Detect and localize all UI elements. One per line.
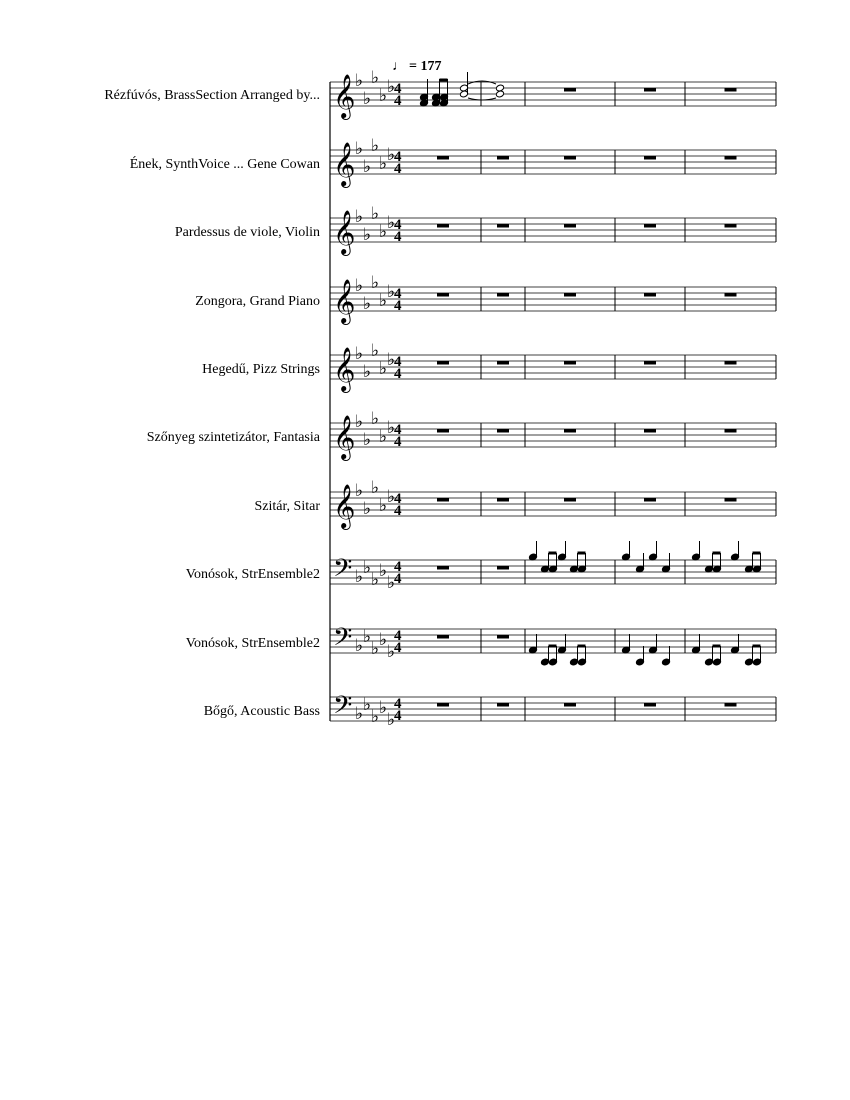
flat-icon: ♭ [379, 496, 388, 516]
flat-icon: ♭ [387, 642, 396, 662]
flat-icon: ♭ [387, 487, 396, 507]
time-sig-denominator: 4 [394, 640, 402, 656]
whole-rest-icon [437, 293, 449, 297]
whole-rest-icon [437, 703, 449, 707]
time-sig-numerator: 4 [394, 491, 402, 507]
staff-label-violin: Pardessus de viole, Violin [174, 225, 320, 240]
time-sig-denominator: 4 [394, 503, 402, 519]
flat-icon: ♭ [387, 213, 396, 233]
flat-icon: ♭ [371, 639, 380, 659]
whole-rest-icon [644, 224, 656, 228]
flat-icon: ♭ [363, 558, 372, 578]
flat-icon: ♭ [355, 636, 364, 656]
flat-icon: ♭ [371, 341, 380, 361]
whole-rest-icon [497, 293, 509, 297]
flat-icon: ♭ [355, 481, 364, 501]
staff-label-fantasia: Szőnyeg szintetizátor, Fantasia [146, 430, 320, 445]
time-sig-numerator: 4 [394, 217, 402, 233]
staff-7 [330, 478, 776, 530]
flat-icon: ♭ [379, 427, 388, 447]
staff-2 [330, 136, 776, 188]
treble-clef-icon: 𝄞 [333, 484, 356, 528]
whole-rest-icon [564, 361, 576, 365]
staff-9 [330, 623, 776, 662]
whole-rest-icon [564, 224, 576, 228]
flat-icon: ♭ [379, 154, 388, 174]
whole-rest-icon [437, 361, 449, 365]
note-head [495, 90, 504, 98]
flat-icon: ♭ [363, 89, 372, 109]
whole-rest-icon [644, 703, 656, 707]
flat-icon: ♭ [363, 499, 372, 519]
whole-rest-icon [497, 635, 509, 639]
whole-rest-icon [497, 224, 509, 228]
time-sig-denominator: 4 [394, 571, 402, 587]
flat-icon: ♭ [379, 698, 388, 718]
time-sig-numerator: 4 [394, 149, 402, 165]
whole-rest-icon [564, 498, 576, 502]
time-sig-numerator: 4 [394, 286, 402, 302]
treble-clef-icon: 𝄞 [333, 210, 356, 254]
flat-icon: ♭ [363, 695, 372, 715]
staff-label-strensemble-2: Vonósok, StrEnsemble2 [185, 636, 320, 651]
flat-icon: ♭ [387, 350, 396, 370]
flat-icon: ♭ [355, 412, 364, 432]
staff-8 [330, 554, 776, 593]
flat-icon: ♭ [363, 430, 372, 450]
whole-rest-icon [497, 156, 509, 160]
flat-icon: ♭ [371, 478, 380, 498]
time-sig-denominator: 4 [394, 229, 402, 245]
staff-label-sitar: Szitár, Sitar [254, 499, 320, 514]
staff-label-acoustic-bass: Bőgő, Acoustic Bass [203, 704, 320, 719]
flat-icon: ♭ [387, 77, 396, 97]
flat-icon: ♭ [379, 359, 388, 379]
flat-icon: ♭ [387, 418, 396, 438]
staff-label-synthvoice: Ének, SynthVoice ... Gene Cowan [129, 157, 320, 172]
whole-rest-icon [497, 703, 509, 707]
time-sig-numerator: 4 [394, 422, 402, 438]
flat-icon: ♭ [355, 344, 364, 364]
time-sig-numerator: 4 [394, 559, 402, 575]
whole-rest-icon [497, 429, 509, 433]
quarter-note-icon: ♩ [392, 59, 406, 74]
whole-rest-icon [564, 88, 576, 92]
flat-icon: ♭ [371, 409, 380, 429]
treble-clef-icon: 𝄞 [333, 279, 356, 323]
flat-icon: ♭ [387, 282, 396, 302]
staff-5 [330, 341, 776, 393]
treble-clef-icon: 𝄞 [333, 347, 356, 391]
flat-icon: ♭ [371, 136, 380, 156]
whole-rest-icon [725, 224, 737, 228]
flat-icon: ♭ [371, 204, 380, 224]
time-sig-denominator: 4 [394, 366, 402, 382]
whole-rest-icon [644, 498, 656, 502]
whole-rest-icon [497, 361, 509, 365]
staff-6 [330, 409, 776, 461]
time-sig-denominator: 4 [394, 161, 402, 177]
whole-rest-icon [437, 429, 449, 433]
flat-icon: ♭ [363, 225, 372, 245]
whole-rest-icon [644, 361, 656, 365]
whole-rest-icon [564, 703, 576, 707]
tempo-marking: ♩ = 177 [392, 59, 442, 74]
treble-clef-icon: 𝄞 [333, 74, 356, 118]
flat-icon: ♭ [371, 707, 380, 727]
whole-rest-icon [564, 156, 576, 160]
whole-rest-icon [725, 88, 737, 92]
time-sig-numerator: 4 [394, 628, 402, 644]
whole-rest-icon [497, 498, 509, 502]
flat-icon: ♭ [379, 561, 388, 581]
flat-icon: ♭ [363, 157, 372, 177]
staff-10 [330, 691, 776, 730]
flat-icon: ♭ [379, 222, 388, 242]
staff-3 [330, 204, 776, 256]
whole-rest-icon [644, 88, 656, 92]
flat-icon: ♭ [379, 291, 388, 311]
time-sig-numerator: 4 [394, 696, 402, 712]
flat-icon: ♭ [387, 145, 396, 165]
whole-rest-icon [725, 429, 737, 433]
whole-rest-icon [644, 429, 656, 433]
flat-icon: ♭ [363, 294, 372, 314]
time-sig-numerator: 4 [394, 81, 402, 97]
flat-icon: ♭ [371, 570, 380, 590]
staff-4 [330, 273, 776, 325]
whole-rest-icon [437, 224, 449, 228]
flat-icon: ♭ [371, 68, 380, 88]
whole-rest-icon [644, 293, 656, 297]
whole-rest-icon [437, 635, 449, 639]
staff-label-brass: Rézfúvós, BrassSection Arranged by... [104, 88, 320, 103]
time-sig-denominator: 4 [394, 298, 402, 314]
time-sig-denominator: 4 [394, 434, 402, 450]
flat-icon: ♭ [379, 86, 388, 106]
whole-rest-icon [437, 498, 449, 502]
staff-1 [330, 68, 776, 120]
staff-label-strensemble-1: Vonósok, StrEnsemble2 [185, 567, 320, 582]
whole-rest-icon [725, 498, 737, 502]
bass-clef-icon: 𝄢 [333, 691, 353, 726]
time-sig-numerator: 4 [394, 354, 402, 370]
flat-icon: ♭ [355, 276, 364, 296]
treble-clef-icon: 𝄞 [333, 415, 356, 459]
flat-icon: ♭ [355, 567, 364, 587]
whole-rest-icon [564, 293, 576, 297]
whole-rest-icon [437, 566, 449, 570]
tie [468, 81, 496, 84]
flat-icon: ♭ [379, 630, 388, 650]
staff-label-piano: Zongora, Grand Piano [195, 294, 320, 309]
whole-rest-icon [725, 156, 737, 160]
flat-icon: ♭ [355, 704, 364, 724]
flat-icon: ♭ [387, 710, 396, 730]
treble-clef-icon: 𝄞 [333, 142, 356, 186]
whole-rest-icon [437, 156, 449, 160]
flat-icon: ♭ [363, 627, 372, 647]
whole-rest-icon [725, 703, 737, 707]
flat-icon: ♭ [355, 139, 364, 159]
flat-icon: ♭ [371, 273, 380, 293]
flat-icon: ♭ [387, 573, 396, 593]
time-sig-denominator: 4 [394, 708, 402, 724]
flat-icon: ♭ [355, 71, 364, 91]
whole-rest-icon [497, 566, 509, 570]
whole-rest-icon [725, 293, 737, 297]
time-sig-denominator: 4 [394, 93, 402, 109]
whole-rest-icon [564, 429, 576, 433]
flat-icon: ♭ [363, 362, 372, 382]
staff-label-pizz-strings: Hegedű, Pizz Strings [202, 362, 320, 377]
whole-rest-icon [725, 361, 737, 365]
bass-clef-icon: 𝄢 [333, 554, 353, 589]
whole-rest-icon [644, 156, 656, 160]
bass-clef-icon: 𝄢 [333, 623, 353, 658]
flat-icon: ♭ [355, 207, 364, 227]
